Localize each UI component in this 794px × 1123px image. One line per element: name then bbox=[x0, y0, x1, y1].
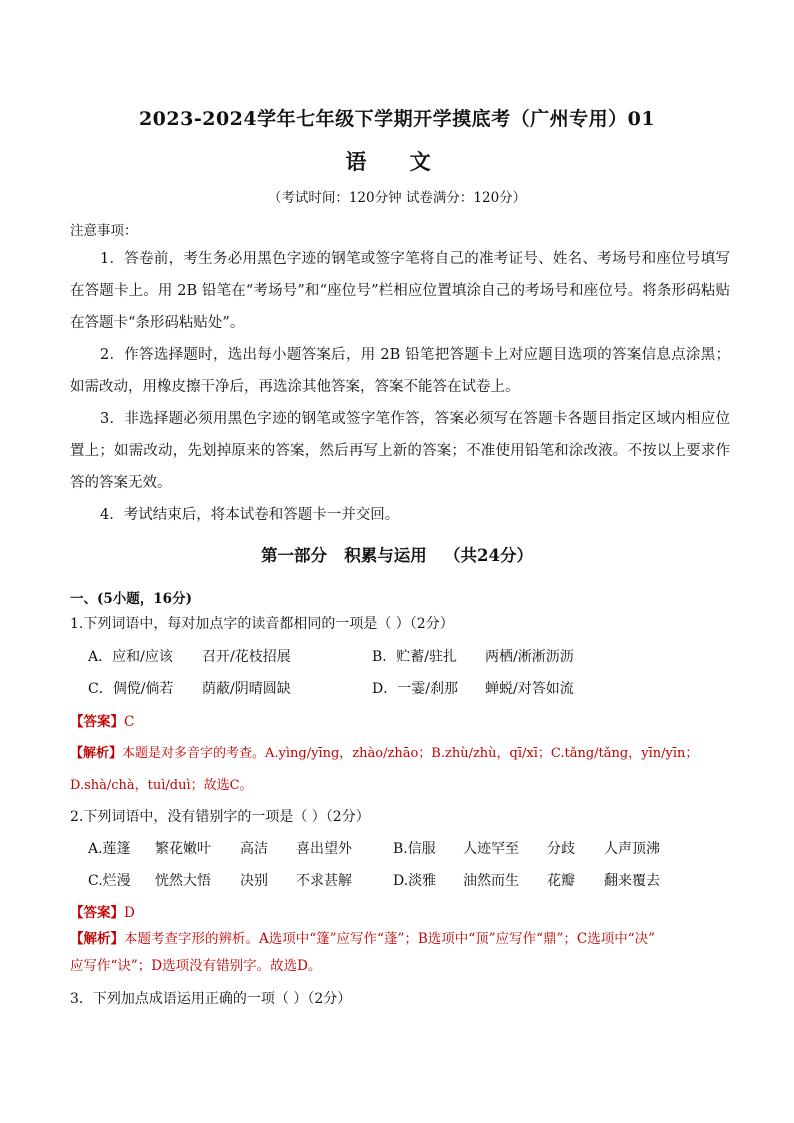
q2-answer bbox=[70, 901, 135, 921]
q2-option-d-1: D.淡雅 bbox=[393, 873, 437, 889]
q1-option-d-2: 蝉蜕/对答如流 bbox=[485, 681, 574, 697]
question-3-stem: 3．下列加点成语运用正确的一项（ ）（2分） bbox=[70, 991, 352, 1007]
q1-option-c-2: 荫蔽/阴晴圆缺 bbox=[202, 681, 291, 697]
answer-tag: 【答案】 bbox=[70, 714, 124, 730]
q2-option-c-3: 决别 bbox=[240, 873, 268, 889]
q1-option-a-1: A．应和/应该 bbox=[88, 649, 173, 665]
section-part: 第一部分 bbox=[261, 546, 328, 565]
q2-option-a-2: 繁花嫩叶 bbox=[155, 841, 211, 857]
exam-title: 2023-2024学年七年级下学期开学摸底考（广州专用）01 bbox=[138, 108, 656, 130]
q2-option-b-3: 分歧 bbox=[547, 841, 575, 857]
q2-option-b-4: 人声顶沸 bbox=[604, 841, 660, 857]
q2-option-b-1: B.信服 bbox=[393, 841, 436, 857]
analysis-tag: 【解析】 bbox=[70, 931, 124, 947]
q1-option-a-2: 召开/花枝招展 bbox=[202, 649, 291, 665]
q2-option-c-1: C.烂漫 bbox=[88, 873, 131, 889]
analysis-text: 本题是对多音字的考查。A.yìng/yīng，zhào/zhāo；B.zhù/zhù，qī/xī；C.tǎng/tǎng，yīn/yīn； bbox=[122, 746, 699, 761]
notice-item-1: 1．答卷前，考生务必用黑色字迹的钢笔或签字笔将自己的准考证号、姓名、考场号和座位号填写在答题卡上。用 2B 铅笔在“考场号”和“座位号”栏相应位置填涂自己的考场号和座位号。将条形码粘贴在答题卡“条形码粘贴处”。 bbox=[70, 251, 730, 331]
q2-option-d-2: 油然而生 bbox=[463, 873, 519, 889]
notice-item-3: 3．非选择题必须用黑色字迹的钢笔或签字笔作答，答案必须写在答题卡各题目指定区域内相应位置上；如需改动，先划掉原来的答案，然后再写上新的答案；不准使用铅笔和涂改液。不按以上要求作答的答案无效。 bbox=[70, 411, 730, 491]
question-2-stem: 2.下列词语中，没有错别字的一项是（ ）（2分） bbox=[70, 809, 370, 825]
question-1-stem: 1.下列词语中，每对加点字的读音都相同的一项是（ ）（2分） bbox=[70, 616, 454, 632]
q2-option-d-3: 花瓣 bbox=[547, 873, 575, 889]
q1-option-c-1: C．倜傥/倘若 bbox=[88, 681, 174, 697]
section-heading bbox=[0, 542, 794, 566]
q2-option-a-3: 高洁 bbox=[240, 841, 268, 857]
analysis-text: 本题考查字形的辨析。A选项中“篷”应写作“蓬”；B选项中“顶”应写作“鼎”；C选项中“决” bbox=[124, 931, 656, 947]
q2-option-a-4: 喜出望外 bbox=[296, 841, 352, 857]
answer-value: D bbox=[124, 905, 135, 921]
section-score: （共24分） bbox=[444, 546, 533, 565]
q2-analysis-line-1 bbox=[70, 927, 655, 947]
analysis-tag: 【解析】 bbox=[70, 746, 123, 761]
q1-answer bbox=[70, 710, 134, 730]
answer-tag: 【答案】 bbox=[70, 905, 124, 921]
q2-option-c-4: 不求甚解 bbox=[296, 873, 352, 889]
q1-analysis-line-2: D.shà/chà，tuì/duì；故选C。 bbox=[70, 778, 253, 793]
q1-option-d-1: D．一霎/刹那 bbox=[372, 681, 458, 697]
subject-title: 语 文 bbox=[345, 149, 449, 174]
notice-title: 注意事项： bbox=[70, 223, 138, 239]
group-label: 一、(5小题，16分) bbox=[70, 591, 192, 607]
q2-analysis-line-2: 应写作“诀”；D选项没有错别字。故选D。 bbox=[70, 958, 322, 974]
exam-info: （考试时间：120分钟 试卷满分：120分） bbox=[267, 190, 527, 206]
q1-option-b-2: 两栖/淅淅沥沥 bbox=[485, 649, 574, 665]
q2-option-c-2: 恍然大悟 bbox=[155, 873, 211, 889]
q1-option-b-1: B．贮蓄/驻扎 bbox=[372, 649, 458, 665]
q2-option-b-2: 人迹罕至 bbox=[463, 841, 519, 857]
notice-item-2: 2．作答选择题时，选出每小题答案后，用 2B 铅笔把答题卡上对应题目选项的答案信息点涂黑；如需改动，用橡皮擦干净后，再选涂其他答案，答案不能答在试卷上。 bbox=[70, 347, 730, 395]
q2-option-a-1: A.莲篷 bbox=[88, 841, 131, 857]
section-name: 积累与运用 bbox=[344, 546, 427, 565]
q2-option-d-4: 翻来覆去 bbox=[604, 873, 660, 889]
q1-analysis-line-1 bbox=[70, 742, 698, 761]
answer-value: C bbox=[124, 714, 135, 730]
notice-item-4: 4．考试结束后，将本试卷和答题卡一并交回。 bbox=[100, 507, 400, 523]
